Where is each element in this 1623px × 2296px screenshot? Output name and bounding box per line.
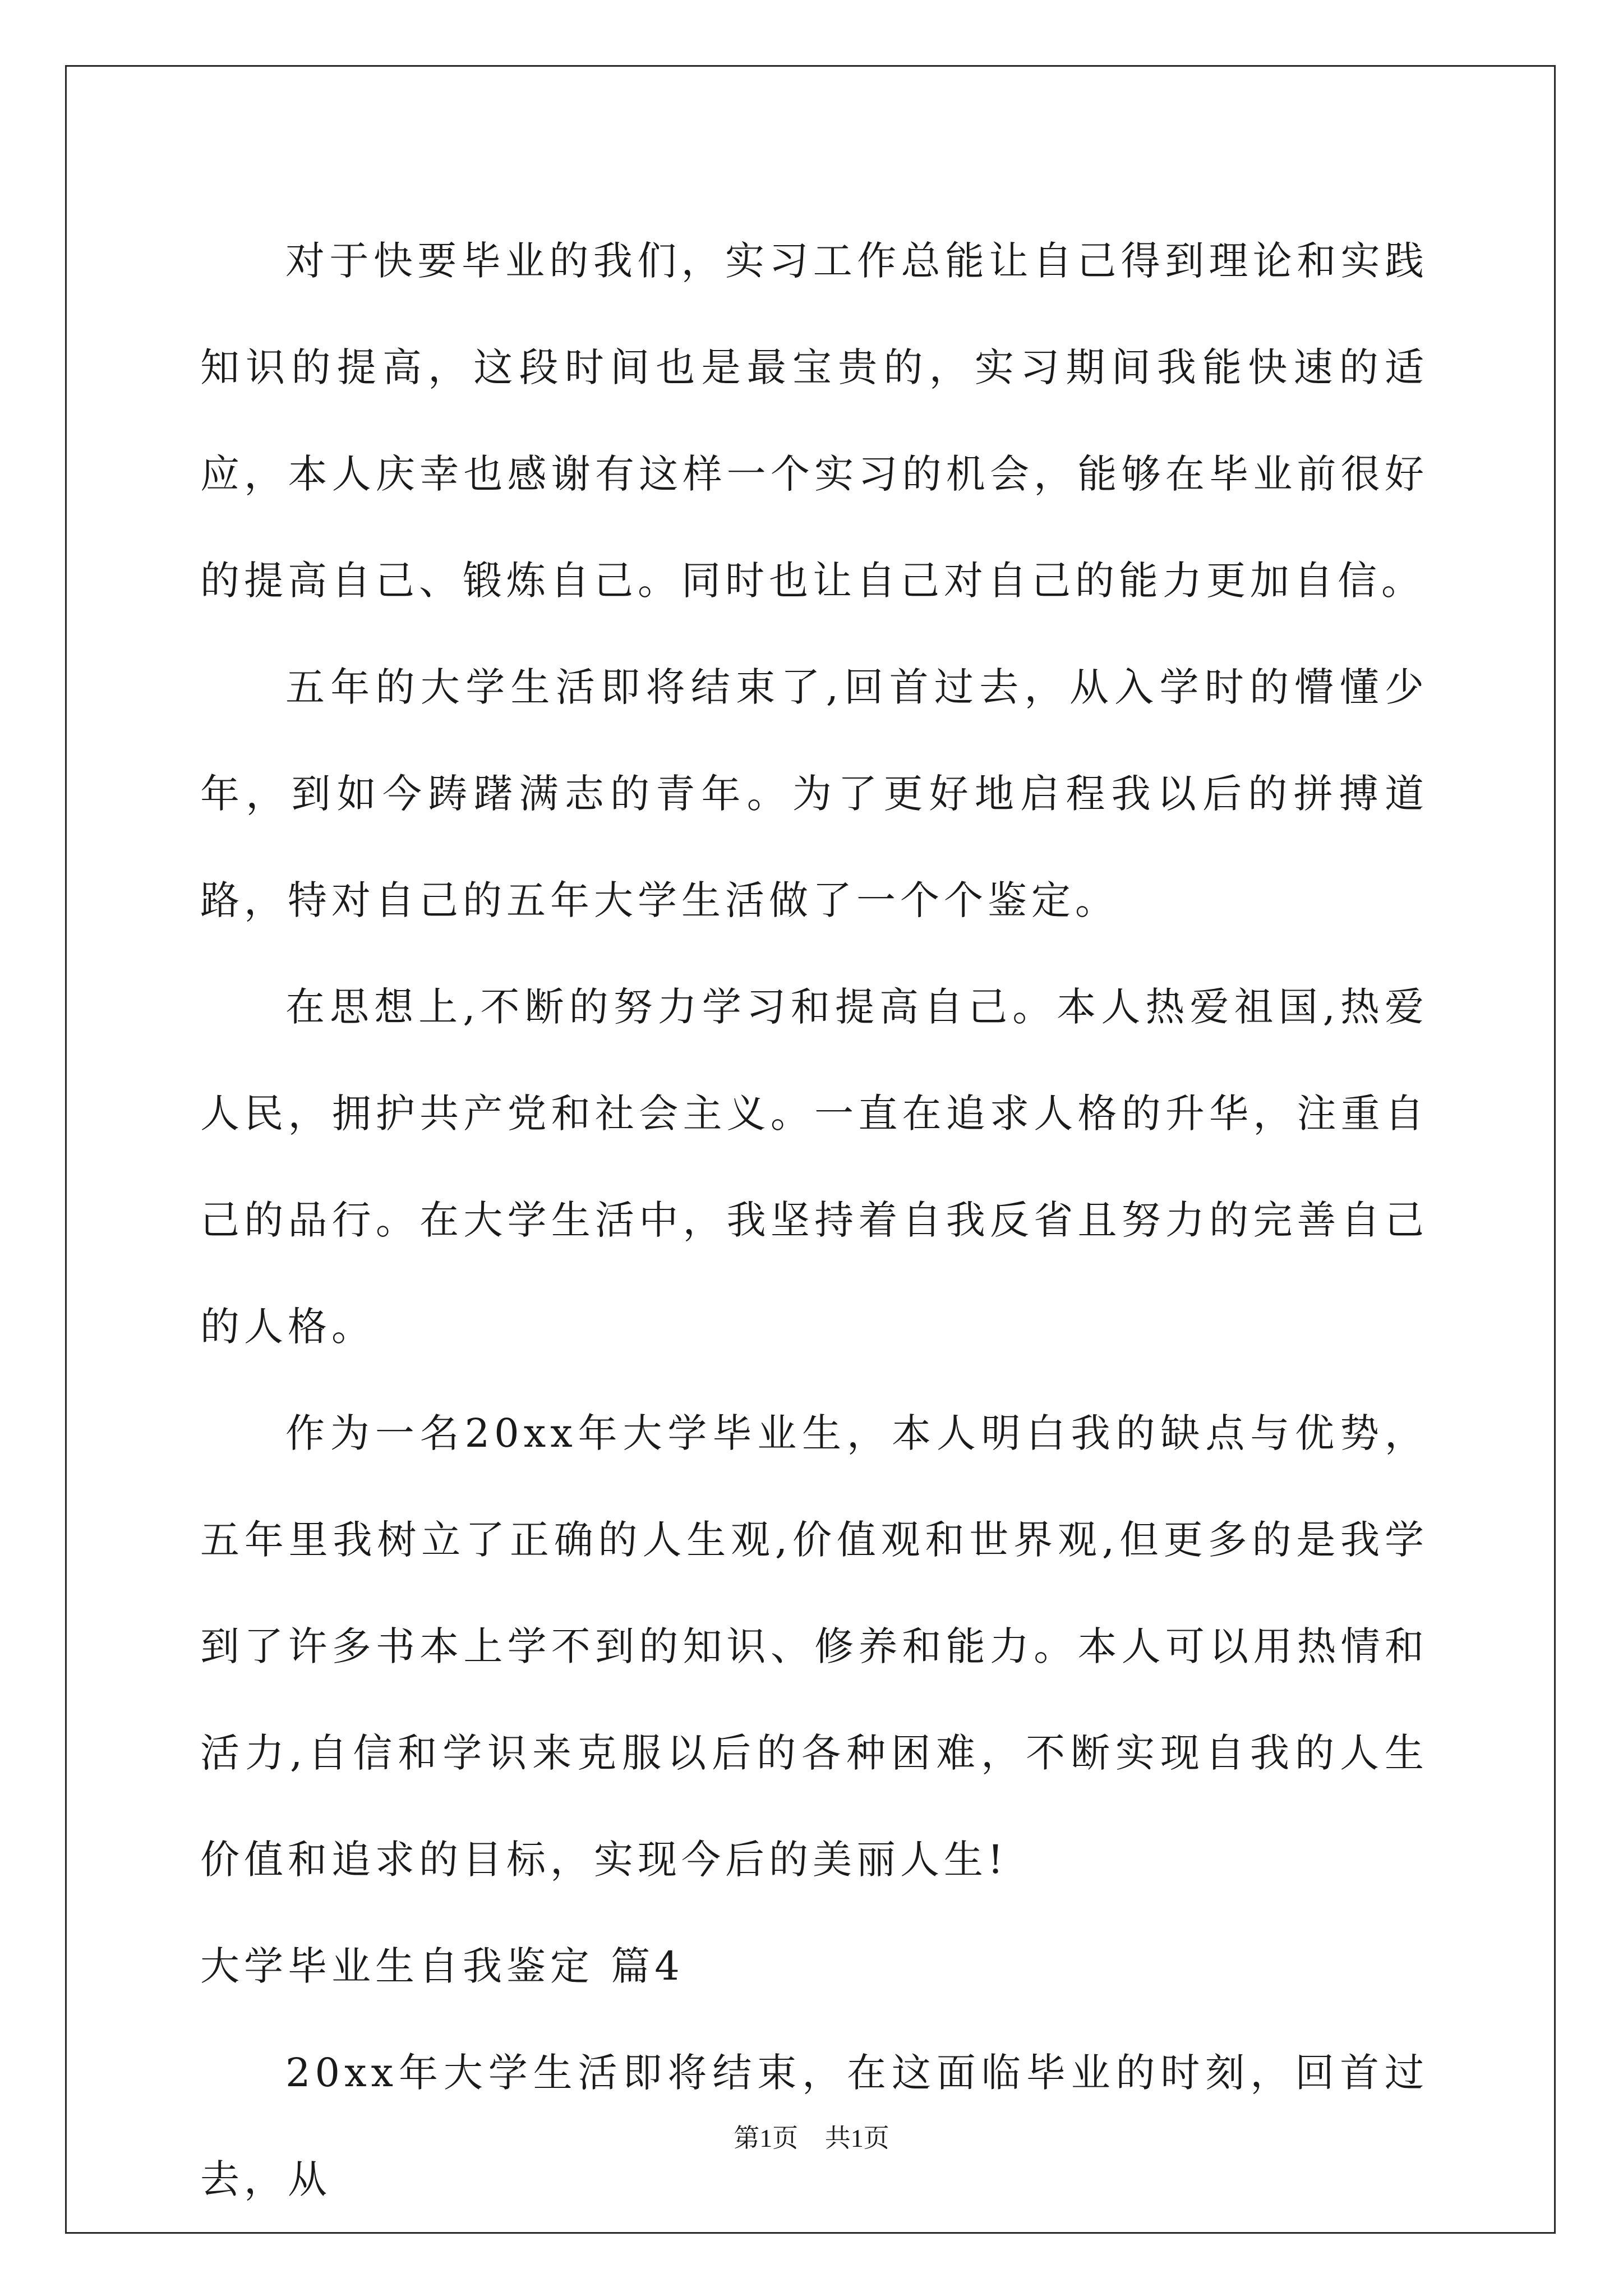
paragraph-2: 五年的大学生活即将结束了,回首过去，从入学时的懵懂少年，到如今踌躇满志的青年。为了更好地启程我以后的拼搏道路，特对自己的五年大学生活做了一个个鉴定。 [200, 664, 1428, 923]
paragraph-5: 20xx年大学生活即将结束，在这面临毕业的时刻，回首过去，从 [200, 2050, 1428, 2202]
section-heading: 大学毕业生自我鉴定 篇4 [200, 1943, 684, 1989]
paragraph-4: 作为一名20xx年大学毕业生，本人明白我的缺点与优势，五年里我树立了正确的人生观,价值观和世界观,但更多的是我学到了许多书本上学不到的知识、修养和能力。本人可以用热情和活力,自信和学识来克服以后的各种困难，不断实现自我的人生价值和追求的目标，实现今后的美丽人生! [200, 1410, 1428, 1883]
paragraph-1: 对于快要毕业的我们，实习工作总能让自己得到理论和实践知识的提高，这段时间也是最宝贵的，实习期间我能快速的适应，本人庆幸也感谢有这样一个实习的机会，能够在毕业前很好的提高自己、锻炼自己。同时也让自己对自己的能力更加自信。 [200, 238, 1428, 604]
document-body [200, 208, 1428, 2233]
page-number: 第1页 [734, 2124, 799, 2152]
page-total: 共1页 [824, 2124, 889, 2152]
page-footer [0, 2118, 1623, 2155]
paragraph-3: 在思想上,不断的努力学习和提高自己。本人热爱祖国,热爱人民，拥护共产党和社会主义。一直在追求人格的升华，注重自己的品行。在大学生活中，我坚持着自我反省且努力的完善自己的人格。 [200, 984, 1428, 1350]
